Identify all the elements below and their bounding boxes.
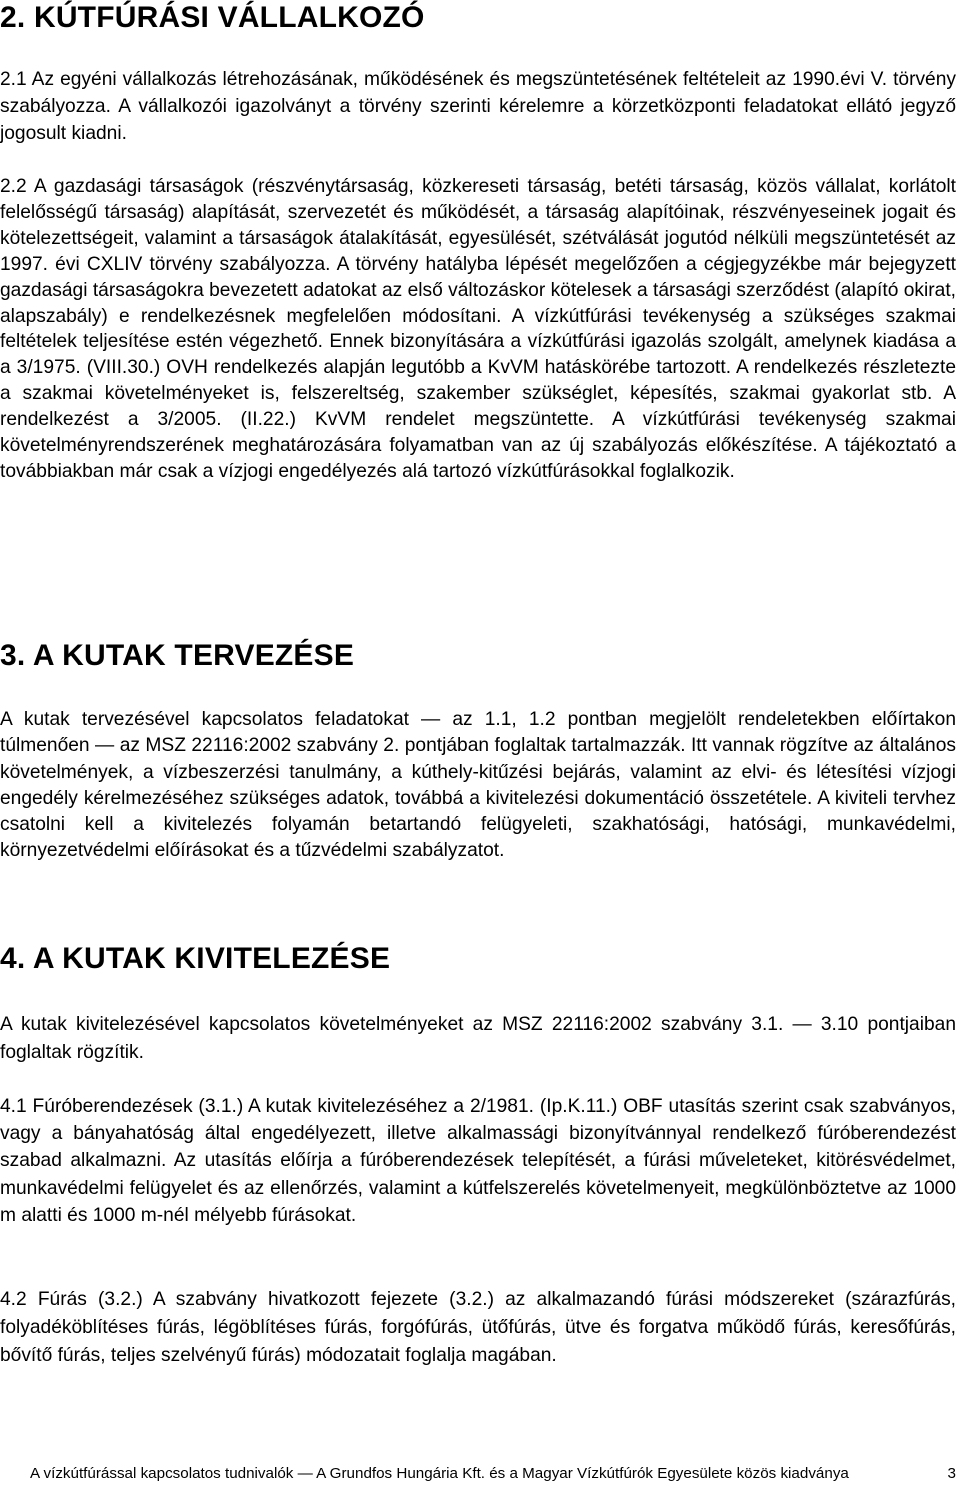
paragraph-4-intro: A kutak kivitelezésével kapcsolatos követelményeket az MSZ 22116:2002 szabvány 3.1. — 3.10 pontjaiban foglaltak rögzítik. — [0, 1014, 956, 1063]
paragraph-2-1: 2.1 Az egyéni vállalkozás létrehozásának, működésének és megszüntetésének feltételeit az 1990.évi V. törvény szabályozza. A vállalkozói igazolványt a törvény szerinti kérelemre a körzetközponti feladatokat ellátó jegyző jogosult kiadni. — [0, 69, 956, 144]
page-footer — [0, 1464, 956, 1484]
paragraph-3-1: A kutak tervezésével kapcsolatos feladatokat — az 1.1, 1.2 pontban megjelölt rendeletekben előírtakon túlmenően — az MSZ 22116:2002 szabvány 2. pontjában foglaltak tartalmazzák. Itt vannak rögzítve az általános követelmények, a vízbeszerzési tanulmány, a kúthely-kitűzési bejárás, valamint az elvi- és létesítési vízjogi engedély kérelmezéséhez szükséges adatok, továbbá a kivitelezési dokumentáció összetétele. A kiviteli tervhez csatolni kell a kivitelezés folyamán betartandó felügyeleti, szakhatósági, hatósági, munkavédelmi, környezetvédelmi előírásokat és a tűzvédelmi szabályzatot. — [0, 709, 956, 862]
footer-text: A vízkútfúrással kapcsolatos tudnivalók — A Grundfos Hungária Kft. és a Magyar Vízkútfúrók Egyesülete közös kiadványa — [30, 1465, 849, 1482]
section-heading-3: 3. A KUTAK TERVEZÉSE — [0, 639, 355, 672]
page-number: 3 — [947, 1465, 956, 1482]
paragraph-4-1: 4.1 Fúróberendezések (3.1.) A kutak kivitelezéséhez a 2/1981. (Ip.K.11.) OBF utasítás szerint csak szabványos, vagy a bányahatóság által engedélyezett, illetve alkalmassági bizonyítvánnyal rendelkező fúróberendezést szabad alkalmazni. Az utasítás előírja a fúróberendezések telepítését, a fúrási műveleteket, kitörésvédelmet, munkavédelmi felügyelet és az ellenőrzés, valamint a kútfelszerelés követelmenyeit, megkülönböztetve az 1000 m alatti és 1000 m-nél mélyebb fúrásokat. — [0, 1096, 956, 1226]
paragraph-2-2: 2.2 A gazdasági társaságok (részvénytársaság, közkereseti társaság, betéti társaság, közös vállalat, korlátolt felelősségű társaság) alapítását, szervezetét és működését, a társaság alapítóinak, részvényeseinek jogait és kötelezettségeit, valamint a társaságok átalakítását, egyesülését, szétválását jogutód nélküli megszüntetését az 1997. évi CXLIV törvény szabályozza. A törvény hatályba lépését megelőzően a cégjegyzékbe már bejegyzett gazdasági társaságokra bevezetett adatokat az első változáskor kötelesek a társasági szerződést (alapító okirat, alapszabály) e rendelkezésnek megfelelően módosítani. A vízkútfúrási tevékenység a szükséges szakmai feltételek teljesítése estén végezhető. Ennek bizonyítására a vízkútfúrási igazolás szolgált, amelynek kiadása a a 3/1975. (VIII.30.) OVH rendelkezés alapján legutóbb a KvVM hatáskörébe tartozott. A rendelkezés részletezte a szakmai követelményeket is, felszereltség, szakember szükséglet, képesítés, szakmai gyakorlat stb. A rendelkezést a 3/2005. (II.22.) KvVM rendelet megszüntette. A vízkútfúrási tevékenység szakmai követelményrendszerének meghatározására folyamatban van az új szabályozás előkészítése. A tájékoztató a továbbiakban már csak a vízjogi engedélyezés alá tartozó vízkútfúrásokkal foglalkozik. — [0, 176, 956, 482]
section-heading-4: 4. A KUTAK KIVITELEZÉSE — [0, 942, 391, 975]
section-heading-2: 2. KÚTFÚRÁSI VÁLLALKOZÓ — [0, 1, 425, 34]
paragraph-4-2: 4.2 Fúrás (3.2.) A szabvány hivatkozott fejezete (3.2.) az alkalmazandó fúrási módszereket (szárazfúrás, folyadéköblítéses fúrás, légöblítéses fúrás, forgófúrás, ütőfúrás, ütve és forgatva működő fúrás, keresőfúrás, bővítő fúrás, teljes szelvényű fúrás) módozatait foglalja magában. — [0, 1289, 956, 1366]
